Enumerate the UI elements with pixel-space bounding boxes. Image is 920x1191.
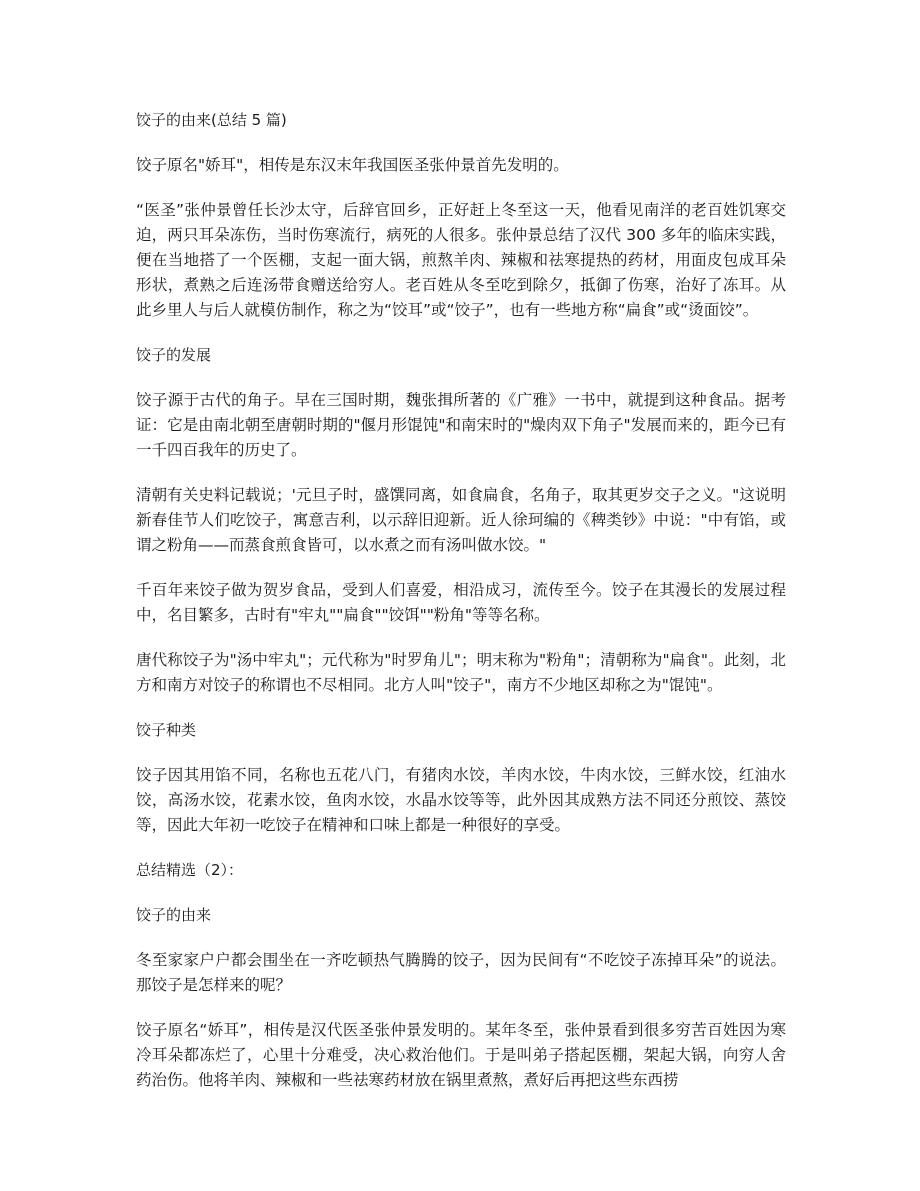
paragraph-jiaoer-story: 饺子原名“娇耳”，相传是汉代医圣张仲景发明的。某年冬至，张仲景看到很多穷苦百姓因为寒冷耳朵都冻烂了，心里十分难受，决心救治他们。于是叫弟子搭起医棚，架起大锅，向穷人舍药治伤。他将羊肉、辣椒和一些祛寒药材放在锅里煮熬，煮好后再把这些东西捞 xyxy=(136,1021,786,1089)
paragraph-dynasty-names: 唐代称饺子为"汤中牢丸"；元代称为"时罗角儿"；明末称为"粉角"；清朝称为"扁食"。此刻，北方和南方对饺子的称谓也不尽相同。北方人叫"饺子"，南方不少地区却称之为"馄饨"。 xyxy=(136,651,786,694)
paragraph-zhang-zhongjing-story: “医圣”张仲景曾任长沙太守，后辞官回乡，正好赶上冬至这一天，他看见南洋的老百姓饥寒交迫，两只耳朵冻伤，当时伤寒流行，病死的人很多。张仲景总结了汉代 300 多年的临床实践，便在当地搭了一个医棚，支起一面大锅，煎熬羊肉、辣椒和祛寒提热的药材，用面皮包成耳朵形状，煮熟之后连汤带食赠送给穷人。老百姓从冬至吃到除夕，抵御了伤寒，治好了冻耳。从此乡里人与后人就模仿制作，称之为“饺耳”或“饺子”，也有一些地方称“扁食”或“烫面饺”。 xyxy=(136,201,786,319)
section-heading-origin-2: 饺子的由来 xyxy=(136,906,212,924)
document-title: 饺子的由来(总结 5 篇) xyxy=(136,111,287,129)
section-heading-development: 饺子的发展 xyxy=(136,346,212,364)
paragraph-jiaozi-source: 饺子源于古代的角子。早在三国时期，魏张揖所著的《广雅》一书中，就提到这种食品。据考证：它是由南北朝至唐朝时期的"偃月形馄饨"和南宋时的"燥肉双下角子"发展而来的，距今已有一千四百我年的历史了。 xyxy=(136,391,786,459)
paragraph-new-year-food: 千百年来饺子做为贺岁食品，受到人们喜爱，相沿成习，流传至今。饺子在其漫长的发展过程中，名目繁多，古时有"牢丸""扁食""饺饵""粉角"等等名称。 xyxy=(136,581,786,624)
paragraph-winter-solstice: 冬至家家户户都会围坐在一齐吃顿热气腾腾的饺子，因为民间有“不吃饺子冻掉耳朵”的说法。那饺子是怎样来的呢？ xyxy=(136,951,786,994)
section-heading-types: 饺子种类 xyxy=(136,721,197,739)
paragraph-origin-name: 饺子原名"娇耳"，相传是东汉末年我国医圣张仲景首先发明的。 xyxy=(136,156,569,174)
paragraph-qing-records: 清朝有关史料记载说；'元旦子时，盛馔同离，如食扁食，名角子，取其更岁交子之义。"这说明新春佳节人们吃饺子，寓意吉利，以示辞旧迎新。近人徐珂编的《稗类钞》中说："中有馅，或谓之粉角——而蒸食煎食皆可，以水煮之而有汤叫做水饺。" xyxy=(136,486,786,554)
document-page xyxy=(136,108,786,1113)
paragraph-jiaozi-types: 饺子因其用馅不同，名称也五花八门，有猪肉水饺，羊肉水饺，牛肉水饺，三鲜水饺，红油水饺，高汤水饺，花素水饺，鱼肉水饺，水晶水饺等等，此外因其成熟方法不同还分煎饺、蒸饺等，因此大年初一吃饺子在精神和口味上都是一种很好的享受。 xyxy=(136,766,786,834)
section-heading-summary-2: 总结精选（2）： xyxy=(136,861,244,879)
